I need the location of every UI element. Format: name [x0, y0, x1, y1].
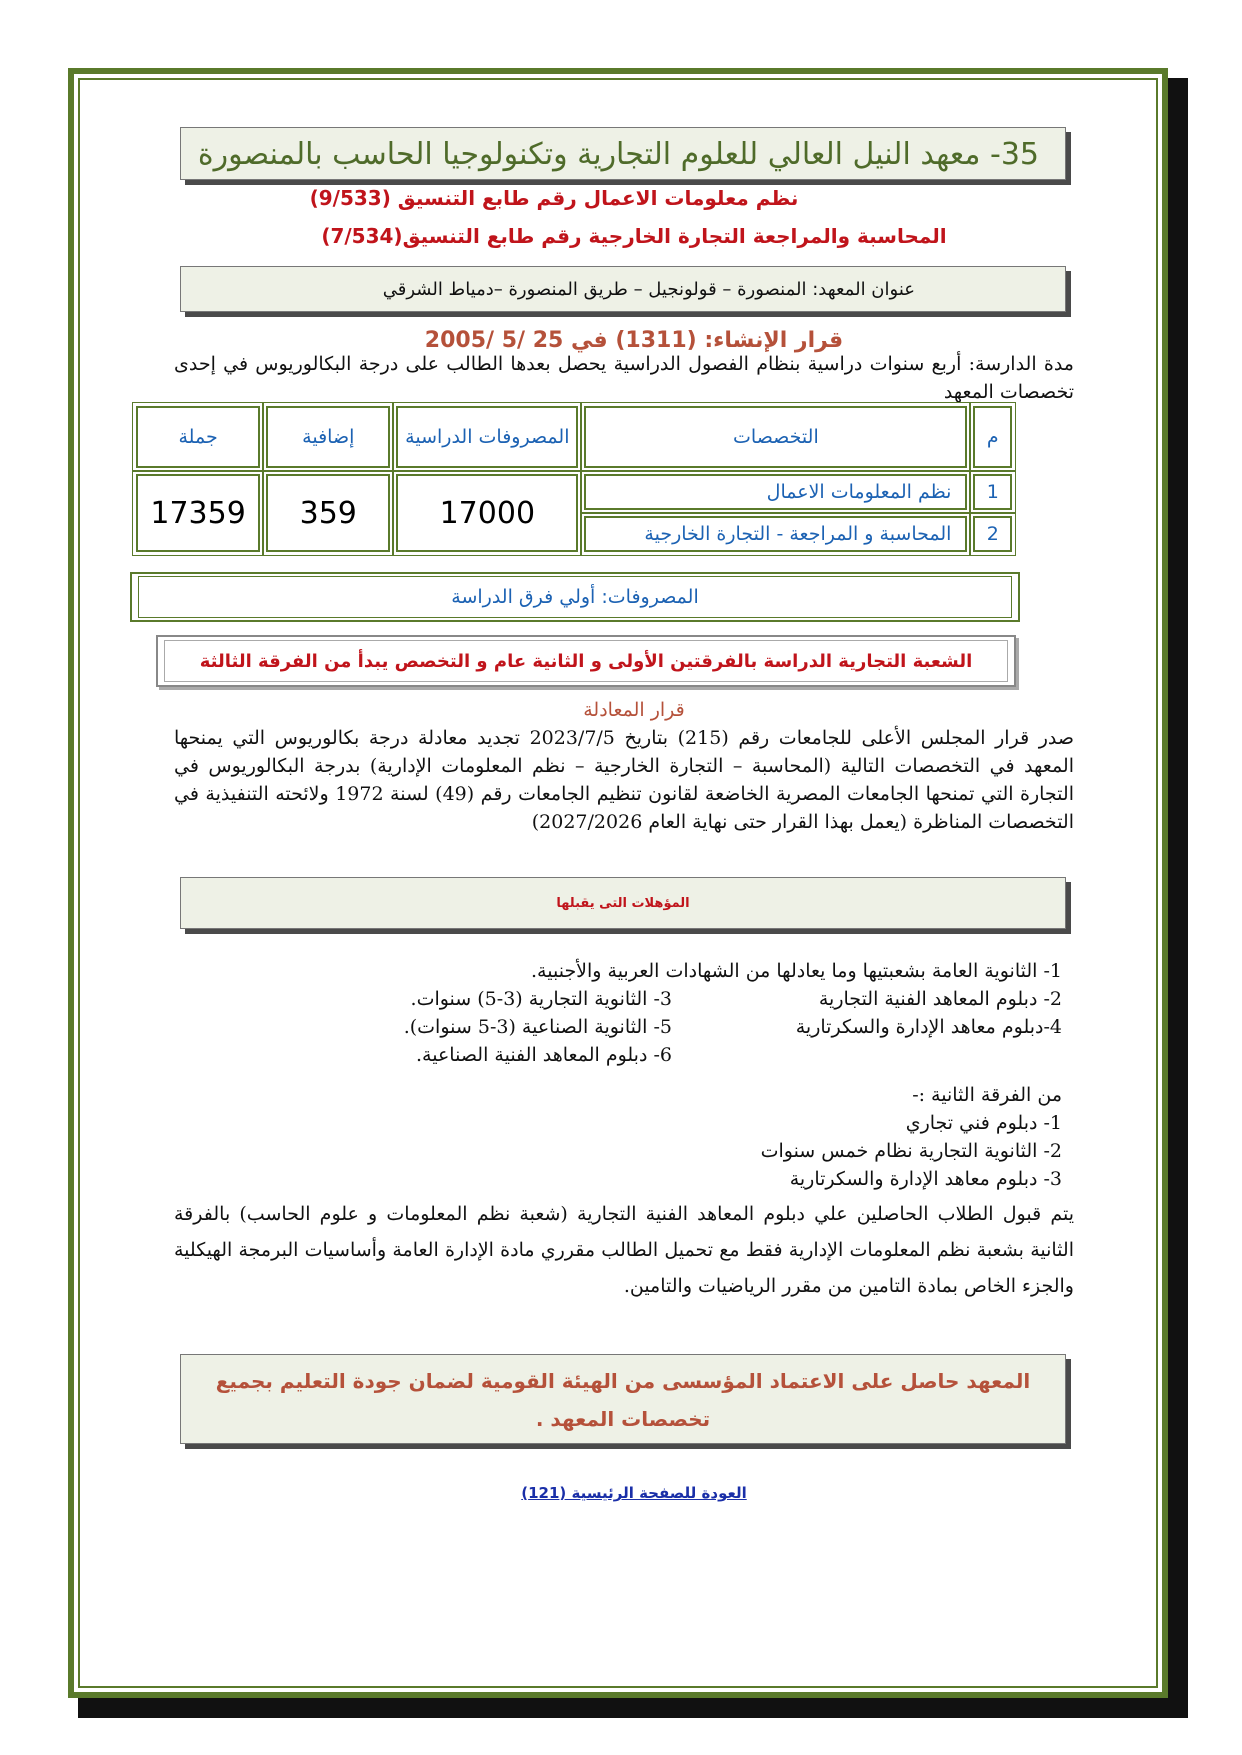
row1-specialty: نظم المعلومات الاعمال [584, 474, 967, 510]
fees-table [130, 400, 1018, 558]
qualification-1: 1- الثانوية العامة بشعبتيها وما يعادلها من الشهادات العربية والأجنبية. [531, 960, 1062, 982]
row1-m: 1 [973, 474, 1012, 510]
extra-value: 359 [266, 474, 390, 552]
qualification-4: 4-دبلوم معاهد الإدارة والسكرتارية [795, 1016, 1062, 1038]
row2-m: 2 [973, 516, 1012, 552]
division-note: الشعبة التجارية الدراسة بالفرقتين الأولى و الثانية عام و التخصص يبدأ من الفرقة الثالثة [164, 640, 1008, 682]
qualification-2: 2- دبلوم المعاهد الفنية التجارية [818, 988, 1062, 1010]
program-business-info-systems: نظم معلومات الاعمال رقم طابع التنسيق (9/533) [309, 186, 799, 210]
accreditation-note: المعهد حاصل على الاعتماد المؤسسى من الهيئة القومية لضمان جودة التعليم بجميع تخصصات المعهد . [180, 1354, 1066, 1444]
qualifications-title: المؤهلات التى يقبلها [180, 877, 1066, 929]
total-value: 17359 [136, 474, 260, 552]
header-fees: المصروفات الدراسية [396, 406, 578, 468]
back-to-home-link[interactable]: العودة للصفحة الرئيسية (121) [521, 1484, 747, 1502]
institute-address: عنوان المعهد: المنصورة – قولونجيل – طريق المنصورة –دمياط الشرقي [180, 266, 1066, 312]
qualification-6: 6- دبلوم المعاهد الفنية الصناعية. [416, 1044, 672, 1066]
institute-title: 35- معهد النيل العالي للعلوم التجارية وتكنولوجيا الحاسب بالمنصورة [180, 127, 1066, 180]
program-accounting-trade: المحاسبة والمراجعة التجارة الخارجية رقم طابع التنسيق(7/534) [321, 224, 947, 248]
second-year-item: 3- دبلوم معاهد الإدارة والسكرتارية [789, 1168, 1062, 1190]
qualification-3: 3- الثانوية التجارية (3-5) سنوات. [410, 988, 672, 1010]
header-total: جملة [136, 406, 260, 468]
fees-note-inner-border [138, 576, 1012, 618]
qualification-5: 5- الثانوية الصناعية (3-5 سنوات). [403, 1016, 672, 1038]
fees-note: المصروفات: أولي فرق الدراسة [130, 572, 1020, 622]
establishment-decree: قرار الإنشاء: (1311) في 25 /5 /2005 [424, 328, 844, 353]
header-m: م [973, 406, 1012, 468]
second-year-title: من الفرقة الثانية :- [912, 1084, 1062, 1106]
row2-specialty: المحاسبة و المراجعة - التجارة الخارجية [584, 516, 967, 552]
header-specialty: التخصصات [584, 406, 967, 468]
page-frame [68, 68, 1168, 1698]
second-year-note: يتم قبول الطلاب الحاصلين علي دبلوم المعاهد الفنية التجارية (شعبة نظم المعلومات و علوم الحاسب) بالفرقة الثانية بشعبة نظم المعلومات الإدارية فقط مع تحميل الطالب مقرري مادة الإدارة العامة وأساسيات البرمجة الهيكلية والجزء الخاص بمادة التامين من مقرر الرياضيات والتامين. [174, 1203, 1074, 1297]
fees-value: 17000 [396, 474, 578, 552]
second-year-item: 2- الثانوية التجارية نظام خمس سنوات [760, 1140, 1062, 1162]
header-extra: إضافية [266, 406, 390, 468]
equivalence-title: قرار المعادلة [583, 699, 685, 721]
study-duration: مدة الدارسة: أربع سنوات دراسية بنظام الفصول الدراسية يحصل بعدها الطالب على درجة البكالوريوس في إحدى تخصصات المعهد [174, 353, 1074, 403]
second-year-item: 1- دبلوم فني تجاري [905, 1112, 1062, 1134]
equivalence-text: صدر قرار المجلس الأعلى للجامعات رقم (215) بتاريخ 2023/7/5 تجديد معادلة درجة بكالوريوس التي يمنحها المعهد في التخصصات التالية (المحاسبة – التجارة الخارجية – نظم المعلومات الإدارية) بدرجة البكالوريوس في التجارة التي تمنحها الجامعات المصرية الخاضعة لقانون تنظيم الجامعات رقم (49) لسنة 1972 ولائحته التنفيذية في التخصصات المناظرة (يعمل بهذا القرار حتى نهاية العام 2027/2026) [174, 727, 1075, 833]
